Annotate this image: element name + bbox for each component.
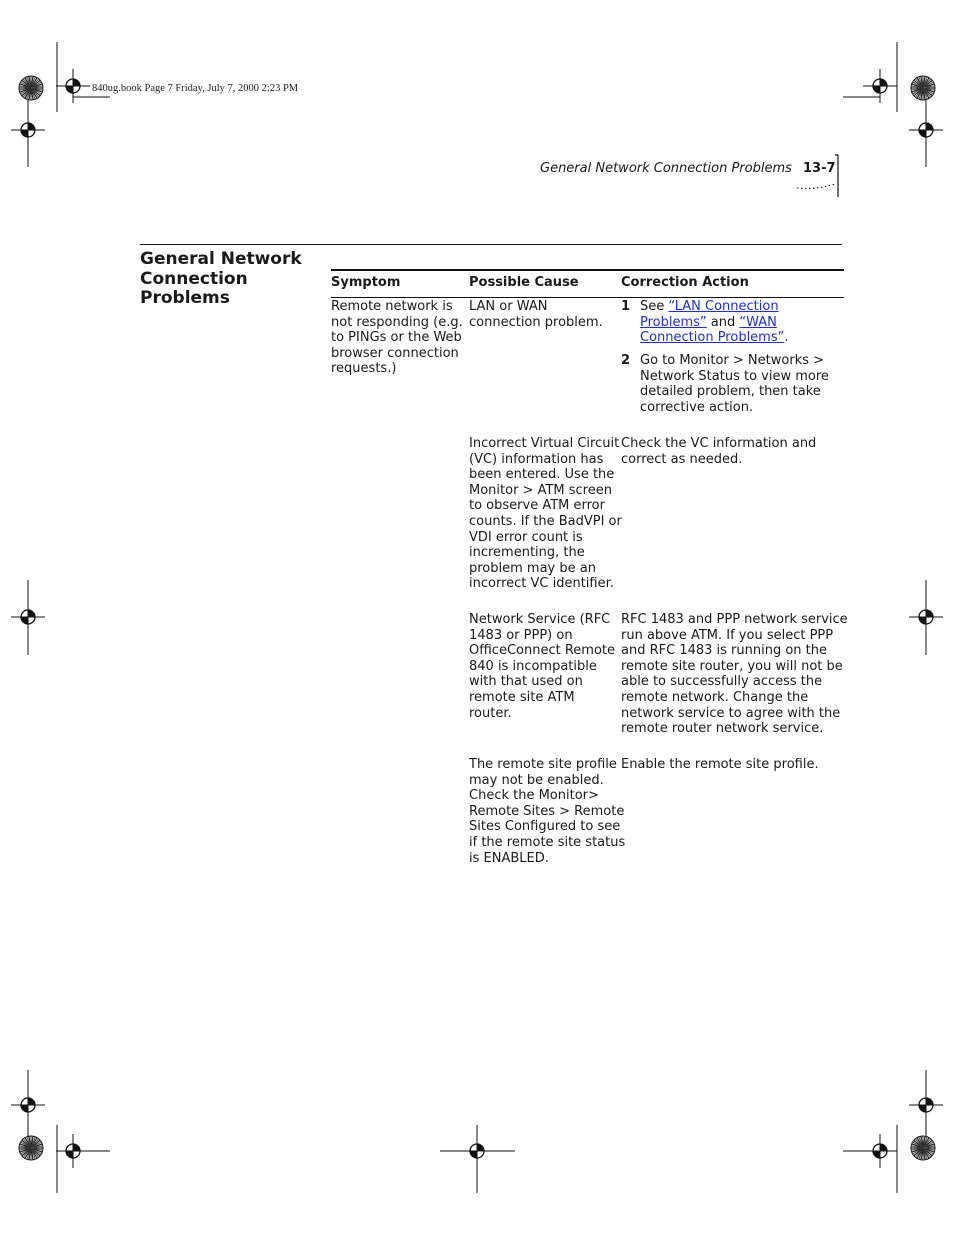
text-line: corrective action. <box>640 399 754 415</box>
text-line: and RFC 1483 is running on the <box>621 643 828 659</box>
registration-crosshair-icon <box>56 1134 90 1168</box>
text-line: not responding (e.g. <box>331 314 463 330</box>
step-2-text <box>640 353 829 415</box>
heading-line: Connection <box>140 268 248 289</box>
step-number: 1 <box>621 299 631 314</box>
text-line: 1483 or PPP) on <box>469 627 573 643</box>
action-cell-remote-site-profile <box>621 757 819 773</box>
text-line: to observe ATM error <box>469 498 605 514</box>
text-line: Go to Monitor > Networks > <box>640 353 824 368</box>
text-line: remote network. Change the <box>621 689 809 705</box>
page-number: 13-7 <box>803 161 836 176</box>
cause-cell-lan-wan <box>469 299 603 330</box>
step-text: . <box>784 330 789 346</box>
text-line: Remote network is <box>331 299 453 314</box>
text-line: 840 is incompatible <box>469 658 597 674</box>
cause-cell-network-service <box>469 612 615 721</box>
text-line: connection problem. <box>469 314 603 330</box>
text-line: remote router network service. <box>621 721 824 737</box>
section-rule <box>140 244 842 245</box>
registration-crosshair-icon <box>909 113 943 147</box>
text-line: to PINGs or the Web <box>331 330 462 346</box>
text-line: Network Service (RFC <box>469 612 611 627</box>
text-line: Check the VC information and <box>621 436 817 451</box>
symptom-cell <box>331 299 463 377</box>
text-line: with that used on <box>469 674 583 690</box>
text-line: Remote Sites > Remote <box>469 803 625 819</box>
page-number-frame <box>795 152 843 200</box>
link-lan-connection-problems[interactable]: “LAN Connection <box>668 299 779 314</box>
text-line: requests.) <box>331 361 397 377</box>
section-heading <box>140 250 315 309</box>
registration-crosshair-icon <box>11 600 45 634</box>
text-line: problem may be an <box>469 560 596 576</box>
link-wan-connection-problems[interactable]: “WAN <box>739 314 777 330</box>
step-text: See <box>640 299 669 314</box>
text-line: remote site ATM <box>469 689 575 705</box>
text-line: detailed problem, then take <box>640 384 821 400</box>
cause-cell-remote-site-profile <box>469 757 625 866</box>
print-slug: 840ug.book Page 7 Friday, July 7, 2000 2:23 PM <box>92 83 299 94</box>
text-line: The remote site profile <box>469 757 617 772</box>
text-line: Sites Configured to see <box>469 819 621 835</box>
registration-crosshair-icon <box>909 1088 943 1122</box>
text-line: network service to agree with the <box>621 705 841 721</box>
registration-star-icon <box>911 1136 935 1160</box>
text-line: Monitor > ATM screen <box>469 482 612 498</box>
action-cell-network-service <box>621 612 848 737</box>
registration-crosshair-icon <box>909 600 943 634</box>
text-line: able to successfully access the <box>621 674 823 690</box>
running-title: General Network Connection Problems <box>540 161 792 176</box>
registration-crosshair-icon <box>11 1088 45 1122</box>
column-header-possible-cause: Possible Cause <box>469 275 579 290</box>
text-line: LAN or WAN <box>469 299 548 314</box>
text-line: counts. If the BadVPI or <box>469 513 622 529</box>
text-line: incrementing, the <box>469 545 585 561</box>
text-line: is ENABLED. <box>469 850 549 866</box>
table-top-rule <box>331 269 844 271</box>
text-line: Network Status to view more <box>640 368 829 384</box>
text-line: router. <box>469 705 512 721</box>
text-line: Check the Monitor> <box>469 788 599 804</box>
registration-crosshair-icon <box>56 69 90 103</box>
text-line: VDI error count is <box>469 529 583 545</box>
text-line: run above ATM. If you select PPP <box>621 627 834 643</box>
registration-crosshair-icon <box>11 113 45 147</box>
text-line: may not be enabled. <box>469 772 604 788</box>
action-cell-vc-information <box>621 436 816 467</box>
registration-star-icon <box>19 1136 43 1160</box>
registration-star-icon <box>911 76 935 100</box>
text-line: RFC 1483 and PPP network service <box>621 612 848 627</box>
registration-crosshair-icon <box>863 69 897 103</box>
text-line: correct as needed. <box>621 451 743 467</box>
link-wan-connection-problems[interactable]: Connection Problems” <box>640 330 785 346</box>
text-line: browser connection <box>331 345 459 361</box>
text-line: been entered. Use the <box>469 467 615 483</box>
text-line: incorrect VC identifier. <box>469 576 614 592</box>
registration-crosshair-icon <box>460 1134 494 1168</box>
cause-cell-vc-information <box>469 436 622 592</box>
text-line: OfficeConnect Remote <box>469 643 615 659</box>
text-line: if the remote site status <box>469 834 626 850</box>
text-line: (VC) information has <box>469 451 604 467</box>
step-1-text <box>640 299 789 346</box>
text-line: Incorrect Virtual Circuit <box>469 436 620 451</box>
text-line: remote site router, you will not be <box>621 658 843 674</box>
link-lan-connection-problems[interactable]: Problems” <box>640 314 707 330</box>
heading-line: General Network <box>140 249 302 269</box>
registration-crosshair-icon <box>863 1134 897 1168</box>
text-line: Enable the remote site profile. <box>621 757 819 772</box>
column-header-symptom: Symptom <box>331 275 401 290</box>
heading-line: Problems <box>140 288 230 308</box>
column-header-correction-action: Correction Action <box>621 275 749 290</box>
registration-star-icon <box>19 76 43 100</box>
step-number: 2 <box>621 353 631 368</box>
step-text: and <box>706 314 740 330</box>
table-header-rule <box>331 297 844 298</box>
